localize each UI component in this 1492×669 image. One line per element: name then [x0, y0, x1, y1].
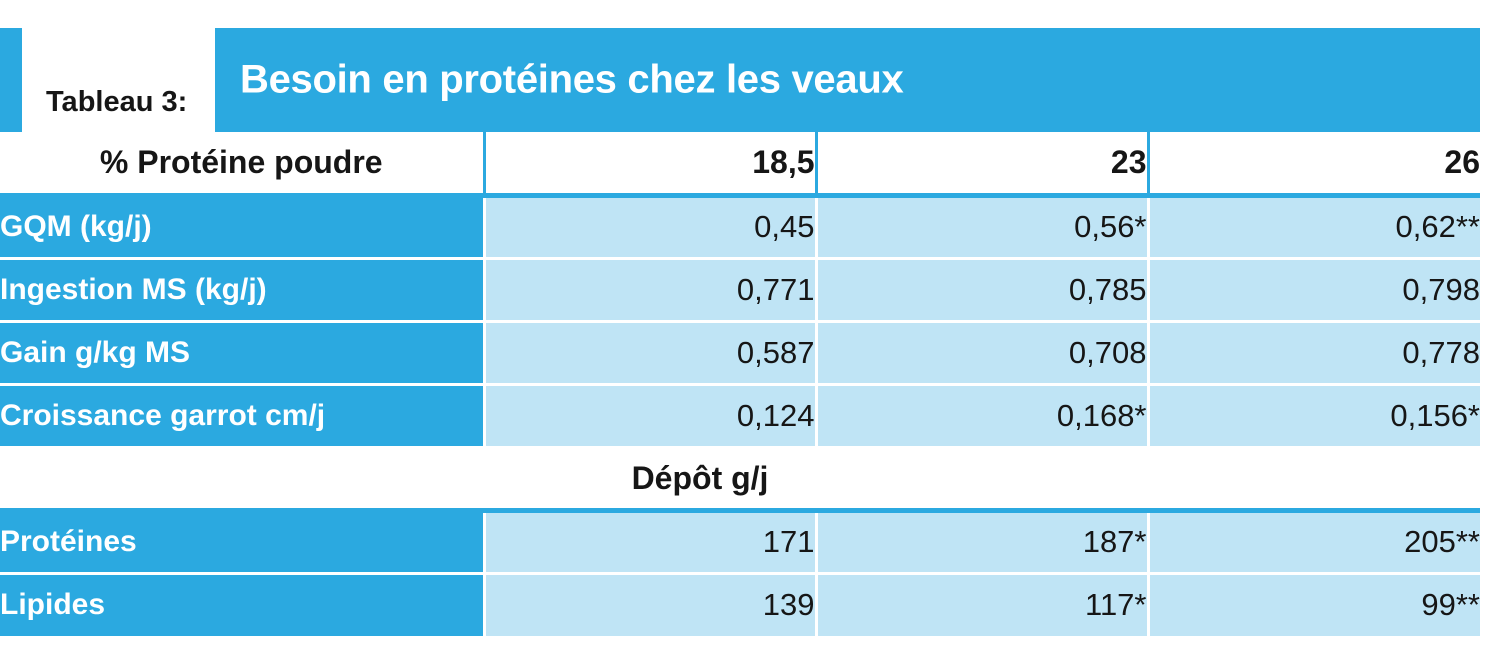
table-label-accent-bar	[0, 28, 22, 132]
row-value: 0,587	[484, 321, 816, 384]
header-col-2: 23	[816, 132, 1148, 195]
header-col-3: 26	[1148, 132, 1480, 195]
row-label: Gain g/kg MS	[0, 321, 484, 384]
table-row	[0, 195, 1480, 258]
row-value: 0,56*	[816, 195, 1148, 258]
row-value: 0,798	[1148, 258, 1480, 321]
row-value: 139	[484, 573, 816, 636]
row-value: 0,45	[484, 195, 816, 258]
row-value: 0,168*	[816, 384, 1148, 447]
row-value: 0,62**	[1148, 195, 1480, 258]
row-value: 99**	[1148, 573, 1480, 636]
table-row	[0, 258, 1480, 321]
table-number-label: Tableau 3:	[46, 86, 188, 118]
row-value: 0,124	[484, 384, 816, 447]
table-row	[0, 384, 1480, 447]
section-title-text: Dépôt g/j	[631, 459, 769, 496]
row-label: GQM (kg/j)	[0, 195, 484, 258]
row-value: 0,785	[816, 258, 1148, 321]
row-value: 0,156*	[1148, 384, 1480, 447]
row-value: 0,771	[484, 258, 816, 321]
table-header-row	[0, 132, 1480, 195]
row-value: 0,778	[1148, 321, 1480, 384]
table-row	[0, 510, 1480, 573]
row-label: Protéines	[0, 510, 484, 573]
header-row-label: % Protéine poudre	[0, 132, 484, 195]
table-section-row	[0, 447, 1480, 510]
row-label: Croissance garrot cm/j	[0, 384, 484, 447]
data-table	[0, 132, 1480, 636]
row-value: 117*	[816, 573, 1148, 636]
section-title	[0, 447, 1480, 510]
row-value: 187*	[816, 510, 1148, 573]
table-row	[0, 573, 1480, 636]
table-title: Besoin en protéines chez les veaux	[240, 57, 904, 102]
row-value: 205**	[1148, 510, 1480, 573]
row-value: 171	[484, 510, 816, 573]
row-value: 0,708	[816, 321, 1148, 384]
table-row	[0, 321, 1480, 384]
row-label: Lipides	[0, 573, 484, 636]
header-col-1: 18,5	[484, 132, 816, 195]
table-title-bar	[0, 28, 1480, 132]
row-label: Ingestion MS (kg/j)	[0, 258, 484, 321]
